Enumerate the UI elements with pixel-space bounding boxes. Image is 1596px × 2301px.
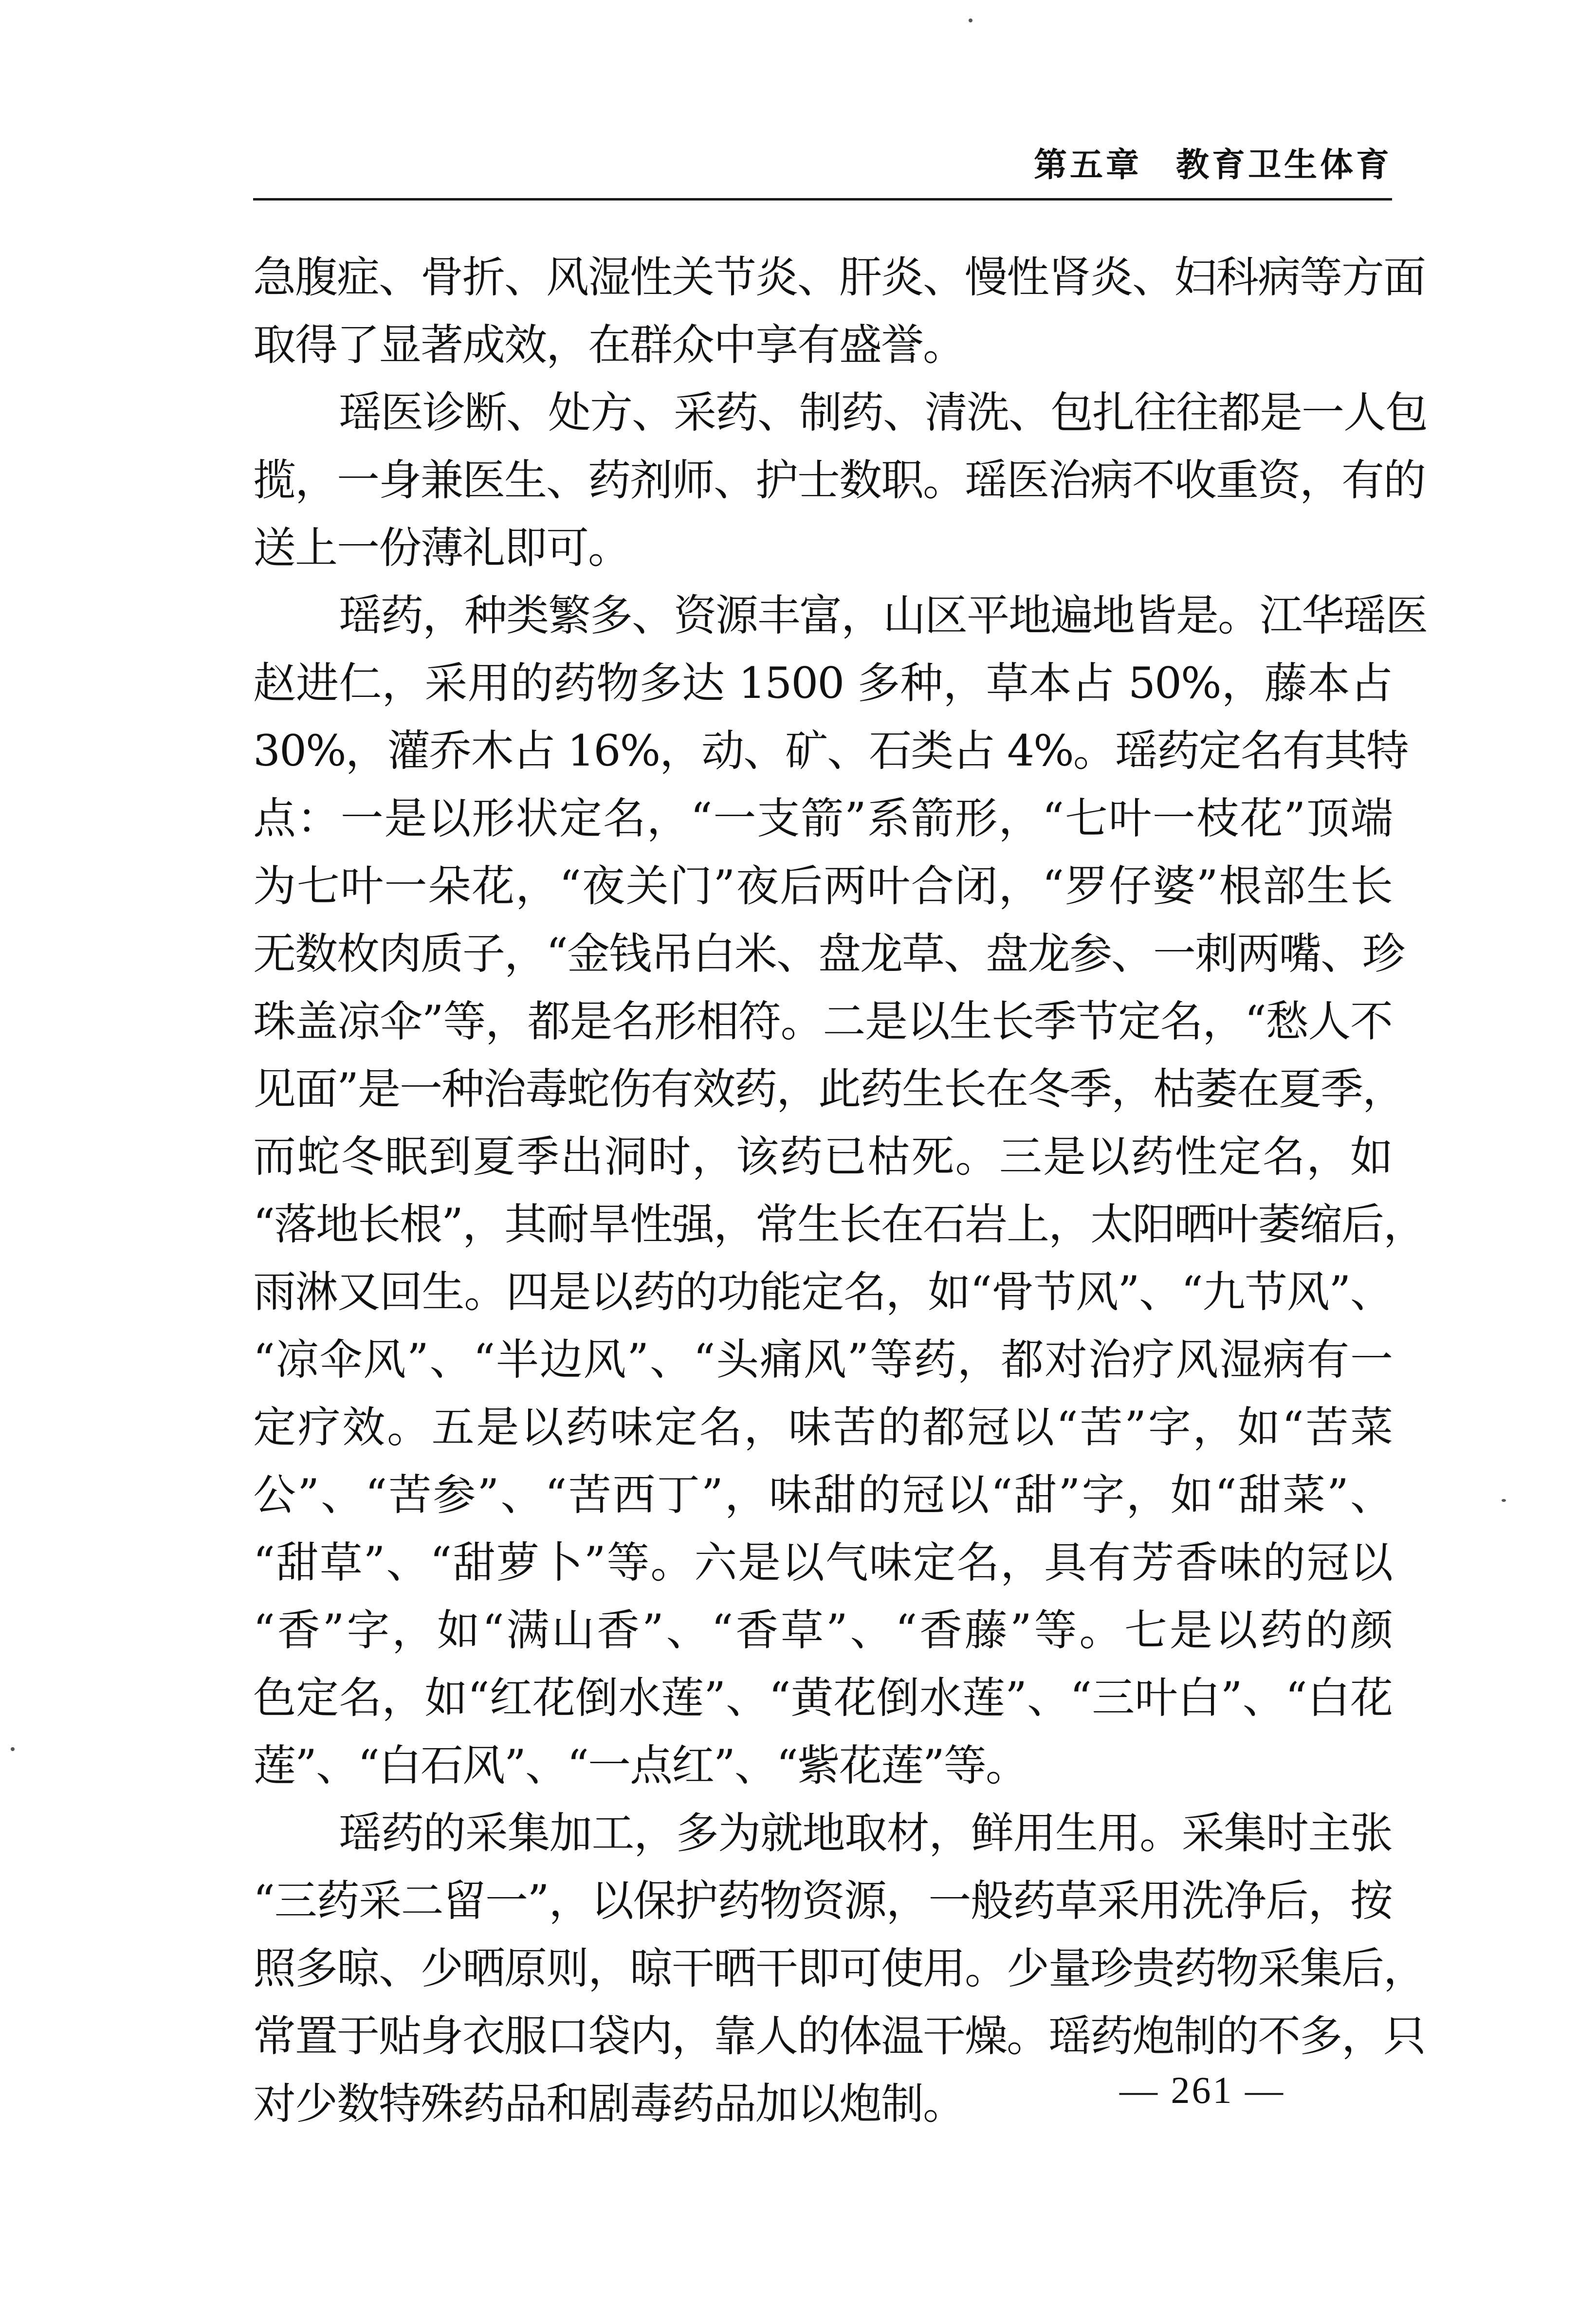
text-line: 揽，一身兼医生、药剂师、护士数职。瑶医治病不收重资，有的: [253, 455, 1426, 505]
text-line: 定疗效。五是以药味定名，味苦的都冠以“苦”字，如“苦菜: [253, 1402, 1392, 1452]
scan-speck: [969, 18, 972, 22]
body-text: [253, 243, 1428, 2137]
text-line: 赵进仁，采用的药物多达 1500 多种，草本占 50%，藤本占: [253, 658, 1392, 708]
text-line: 取得了显著成效，在群众中享有盛誉。: [253, 320, 965, 370]
text-line: “三药采二留一”，以保护药物资源，一般药草采用洗净后，按: [253, 1876, 1392, 1926]
text-line: 瑶医诊断、处方、采药、制药、清洗、包扎往往都是一人包: [339, 387, 1428, 438]
text-line: 为七叶一朵花，“夜关门”夜后两叶合闭，“罗仔婆”根部生长: [253, 861, 1392, 911]
text-line: 照多晾、少晒原则，晾干晒干即可使用。少量珍贵药物采集后，: [253, 1943, 1426, 1993]
header-rule: [253, 198, 1392, 201]
text-line: 无数枚肉质子，“金钱吊白米、盘龙草、盘龙参、一刺两嘴、珍: [253, 929, 1404, 979]
text-line: “凉伞风”、“半边风”、“头痛风”等药，都对治疗风湿病有一: [253, 1334, 1392, 1385]
running-head: [1034, 139, 1392, 186]
text-line: 30%，灌乔木占 16%，动、矿、石类占 4%。瑶药定名有其特: [253, 726, 1408, 776]
text-line: 色定名，如“红花倒水莲”、“黄花倒水莲”、“三叶白”、“白花: [253, 1673, 1392, 1723]
text-line: “落地长根”，其耐旱性强，常生长在石岩上，太阳晒叶萎缩后，: [253, 1199, 1425, 1249]
scan-speck: [1502, 1499, 1506, 1502]
chapter-title: 教育卫生体育: [1175, 146, 1392, 184]
text-line: 瑶药的采集加工，多为就地取材，鲜用生用。采集时主张: [339, 1808, 1392, 1858]
page-header: [253, 139, 1392, 197]
text-line: 对少数特殊药品和剧毒药品加以炮制。: [253, 2079, 965, 2129]
text-line: 见面”是一种治毒蛇伤有效药，此药生长在冬季，枯萎在夏季，: [253, 1064, 1404, 1114]
text-line: 瑶药，种类繁多、资源丰富，山区平地遍地皆是。江华瑶医: [339, 590, 1428, 640]
text-line: “香”字，如“满山香”、“香草”、“香藤”等。七是以药的颜: [253, 1605, 1392, 1655]
text-line: 雨淋又回生。四是以药的功能定名，如“骨节风”、“九节风”、: [253, 1267, 1392, 1317]
text-line: 莲”、“白石风”、“一点红”、“紫花莲”等。: [253, 1740, 1027, 1790]
page-number: — 261 —: [1119, 2069, 1285, 2111]
text-line: 送上一份薄礼即可。: [253, 523, 630, 573]
text-line: 而蛇冬眠到夏季出洞时，该药已枯死。三是以药性定名，如: [253, 1132, 1392, 1182]
text-line: “甜草”、“甜萝卜”等。六是以气味定名，具有芳香味的冠以: [253, 1537, 1392, 1588]
text-line: 珠盖凉伞”等，都是名形相符。二是以生长季节定名，“愁人不: [253, 996, 1392, 1046]
text-line: 公”、“苦参”、“苦西丁”，味甜的冠以“甜”字，如“甜菜”、: [253, 1470, 1392, 1520]
chapter-label: 第五章: [1033, 146, 1142, 184]
text-line: 点：一是以形状定名，“一支箭”系箭形，“七叶一枝花”顶端: [253, 793, 1392, 843]
text-line: 常置于贴身衣服口袋内，靠人的体温干燥。瑶药炮制的不多，只: [253, 2011, 1426, 2061]
scan-speck: [11, 1747, 15, 1751]
text-line: 急腹症、骨折、风湿性关节炎、肝炎、慢性肾炎、妇科病等方面: [253, 252, 1426, 302]
